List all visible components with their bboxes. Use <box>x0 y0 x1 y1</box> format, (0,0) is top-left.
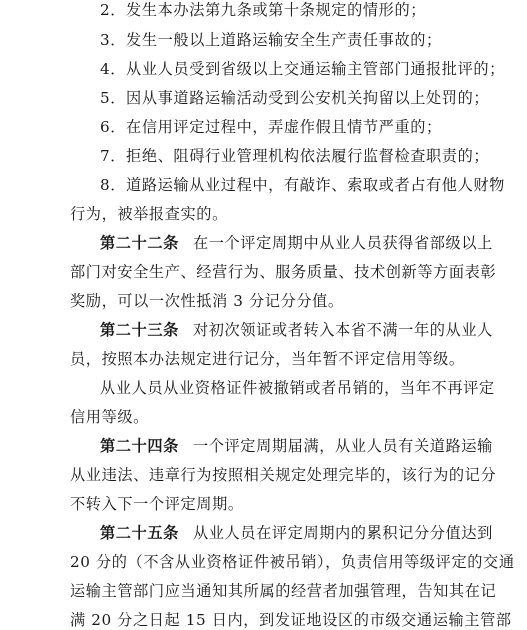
article-24-line-1 <box>100 436 500 456</box>
article-23-heading: 第二十三条 <box>100 321 179 339</box>
article-24-line-2: 从业违法、违章行为按照相关规定处理完毕的，该行为的记分 <box>70 466 497 484</box>
list-item-5: 5．因从事道路运输活动受到公安机关拘留以上处罚的； <box>100 89 490 107</box>
article-23-line-1 <box>100 320 500 340</box>
article-24-heading: 第二十四条 <box>100 437 179 455</box>
article-24-line-3: 不转入下一个评定周期。 <box>70 495 244 513</box>
article-25-line-4: 满 20 分之日起 15 日内，到发证地设区的市级交通运输主管部 <box>70 611 512 629</box>
article-24-text-1: 一个评定周期届满，从业人员有关道路运输 <box>192 437 493 455</box>
article-25-text-1: 从业人员在评定周期内的累积记分分值达到 <box>192 524 493 542</box>
article-22-line-3: 奖励，可以一次性抵消 3 分记分分值。 <box>70 292 344 310</box>
article-25-line-2: 20 分的（不含从业资格证件被吊销），负责信用等级评定的交通 <box>70 553 515 571</box>
article-25-line-3: 运输主管部门应当通知其所属的经营者加强管理，告知其在记 <box>70 582 497 600</box>
article-25-heading: 第二十五条 <box>100 524 179 542</box>
article-22-text-1: 在一个评定周期中从业人员获得省部级以上 <box>192 234 493 252</box>
list-item-2: 2．发生本办法第九条或第十条规定的情形的； <box>100 1 427 19</box>
list-item-3: 3．发生一般以上道路运输安全生产责任事故的； <box>100 31 442 49</box>
list-item-4: 4．从业人员受到省级以上交通运输主管部门通报批评的； <box>100 60 505 78</box>
list-item-8-continued: 行为，被举报查实的。 <box>70 205 228 223</box>
article-23-text-1: 对初次领证或者转入本省不满一年的从业人 <box>192 321 493 339</box>
article-22-line-2: 部门对安全生产、经营行为、服务质量、技术创新等方面表彰 <box>70 263 497 281</box>
article-23-line-4: 信用等级。 <box>70 408 149 426</box>
article-22-line-1 <box>100 233 500 253</box>
article-23-line-2: 员，按照本办法规定进行记分，当年暂不评定信用等级。 <box>70 350 465 368</box>
article-22-heading: 第二十二条 <box>100 234 179 252</box>
article-25-line-1 <box>100 523 500 543</box>
list-item-6: 6．在信用评定过程中，弄虚作假且情节严重的； <box>100 118 442 136</box>
article-23-line-3: 从业人员从业资格证件被撤销或者吊销的，当年不再评定 <box>100 379 495 397</box>
list-item-8: 8．道路运输从业过程中，有敲诈、索取或者占有他人财物 <box>100 176 505 194</box>
list-item-7: 7．拒绝、阻碍行业管理机构依法履行监督检查职责的； <box>100 147 490 165</box>
